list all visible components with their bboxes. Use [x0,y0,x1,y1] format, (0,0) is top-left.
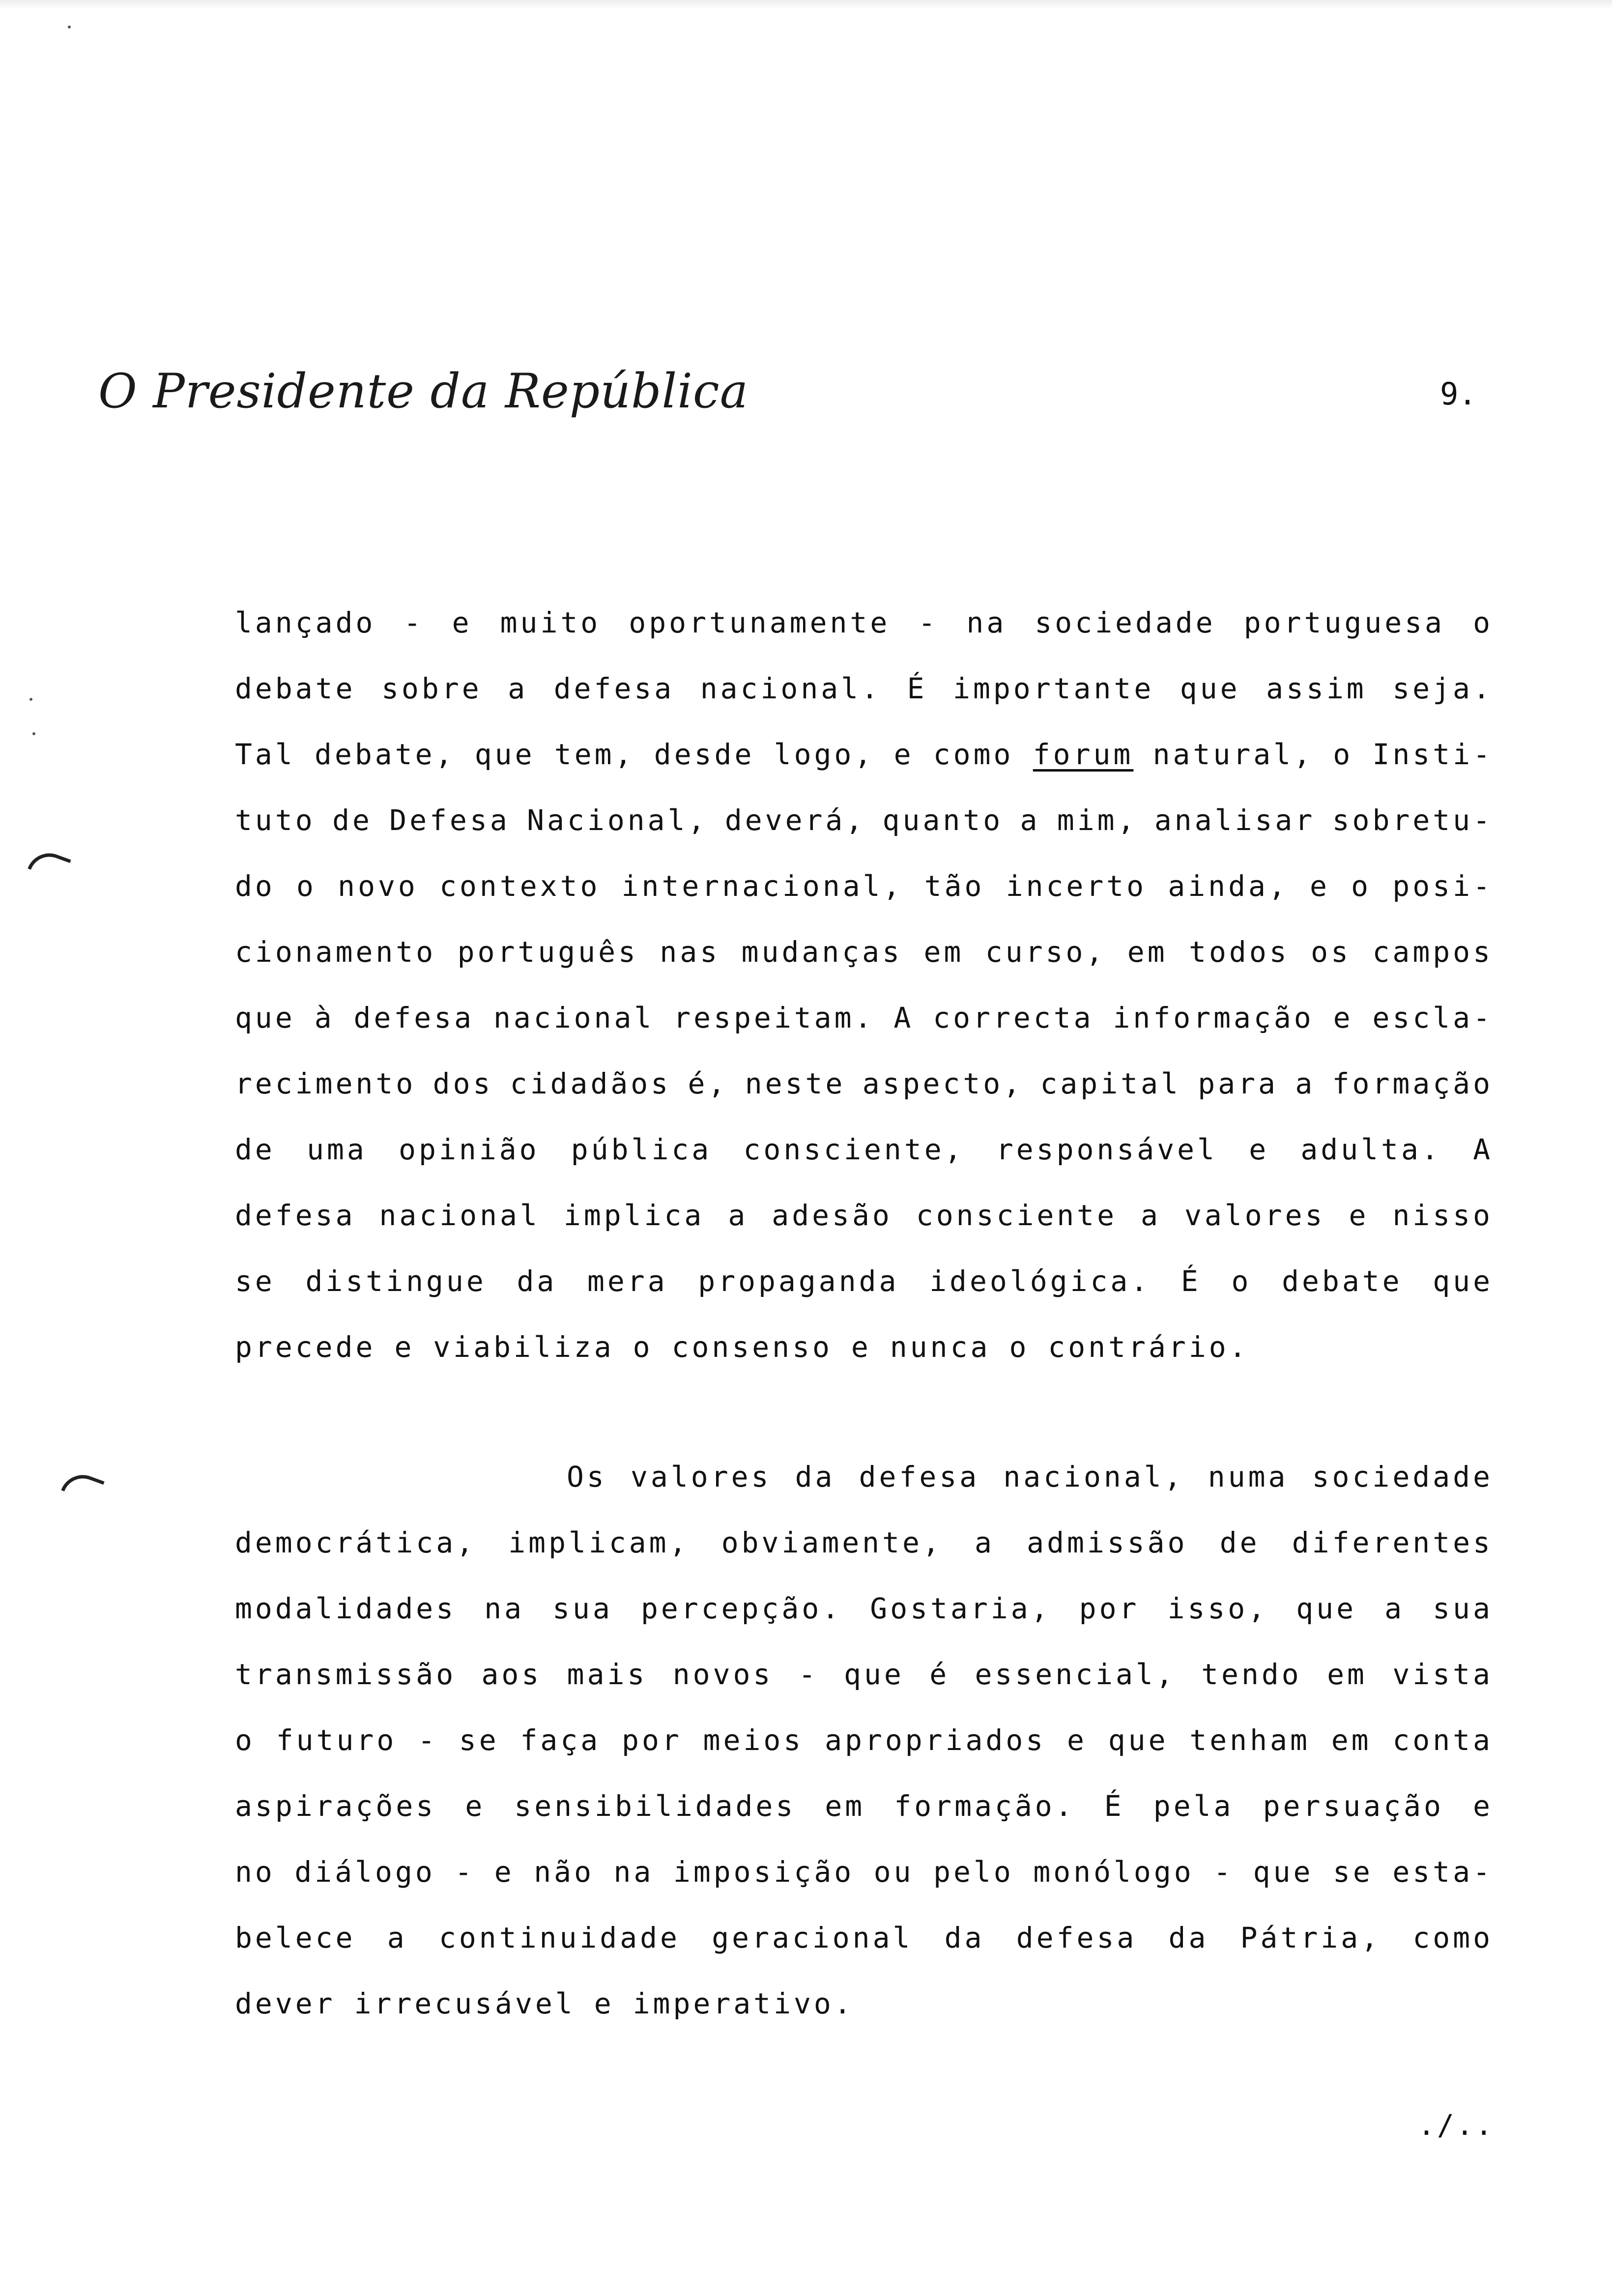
word: e [1249,1133,1269,1166]
word: valores [631,1460,772,1493]
word: e [1349,1199,1369,1232]
word: vista [1392,1658,1493,1691]
word: sociedade [1035,606,1216,639]
word: implicam, [508,1526,690,1559]
word: que [1180,672,1240,705]
word: debate, [315,738,456,771]
word: natural, [1152,738,1314,771]
word: portuguesa [1243,606,1445,639]
word: transmissão [235,1658,457,1691]
word: a [1141,1199,1161,1232]
word: lançado [235,606,376,639]
text-line [235,721,1493,787]
text-line [235,1576,1493,1641]
text-line [235,787,1493,853]
word: internacional, [621,869,903,903]
word: muito [500,606,601,639]
word: defesa [235,1199,356,1232]
word: nisso [1392,1199,1493,1232]
word: defesa [553,672,675,705]
word: defesa [859,1460,980,1493]
word: tendo [1201,1658,1302,1691]
word: consenso [671,1330,833,1364]
word: assim [1266,672,1367,705]
paragraph-1 [235,590,1493,1380]
word: responsável [996,1133,1217,1166]
scan-speck [32,732,35,735]
word: a [1384,1592,1405,1625]
word: implica [563,1199,705,1232]
word: aos [481,1658,542,1691]
word: ideológica. [929,1264,1151,1298]
word: da [1168,1921,1209,1954]
word: nas [660,935,720,969]
word: para [1198,1067,1278,1100]
text-line [235,853,1493,919]
word: propaganda [698,1264,899,1298]
word: como [933,738,1014,771]
word: o [1473,606,1493,639]
word: se [235,1264,275,1298]
word: é [929,1658,950,1691]
text-line [235,1773,1493,1839]
word: nacional, [1003,1460,1184,1493]
word: consciente [916,1199,1118,1232]
word: mudanças [741,935,903,969]
word: correcta [933,1001,1094,1034]
word: e [851,1330,871,1364]
word: mais [567,1658,648,1691]
word: e [394,1330,415,1364]
word: faça [520,1723,601,1757]
word: futuro [276,1723,397,1757]
word: dever [235,1987,336,2020]
word: na [484,1592,525,1625]
word: nacional [379,1199,540,1232]
word: no [235,1855,275,1889]
word: essencial, [975,1658,1176,1691]
text-line [235,1971,1493,2037]
text-line [235,656,1493,721]
word: e [893,738,914,771]
word: diálogo [294,1855,435,1889]
word: a [1020,804,1040,837]
margin-mark [28,847,71,882]
margin-mark [61,1468,104,1503]
word: apropriados [825,1723,1046,1757]
word: continuidade [438,1921,680,1954]
text-line [235,1117,1493,1182]
word: A [1473,1133,1493,1166]
word: que [474,738,535,771]
paragraph-2 [235,1444,1493,2037]
word: todos [1189,935,1290,969]
word: distingue [305,1264,487,1298]
word: campos [1372,935,1493,969]
word: cidadãos [510,1067,671,1100]
word: dos [432,1067,493,1100]
text-line [235,1839,1493,1905]
text-line [235,590,1493,656]
word: na [966,606,1007,639]
continuation-mark: ./.. [1418,2108,1495,2142]
text-line [235,1314,1493,1380]
word: o [633,1330,653,1364]
word: que [235,1001,295,1034]
word: belece [235,1921,356,1954]
word: democrática, [235,1526,477,1559]
word: tão [924,869,985,903]
word: tenham [1189,1723,1310,1757]
word: valores [1184,1199,1325,1232]
word: a [975,1526,995,1559]
word: esta- [1392,1855,1493,1889]
word: deverá, [724,804,866,837]
text-line [235,1905,1493,1971]
word: capital [1040,1067,1181,1100]
word: e [1473,1789,1493,1823]
word: adulta. [1300,1133,1441,1166]
word: a [387,1921,407,1954]
word: - [403,606,424,639]
word: que [1253,1855,1314,1889]
word: imposição [673,1855,855,1889]
word: defesa [353,1001,475,1034]
word: de [332,804,373,837]
word: debate [1282,1264,1403,1298]
word: e [1333,1001,1353,1034]
word: imperativo. [633,1987,854,2020]
word: contexto [439,869,601,903]
word: ou [873,1855,914,1889]
scan-edge [0,0,1612,9]
word: adesão [772,1199,892,1232]
word: português [457,935,638,969]
word: formação. [894,1789,1075,1823]
word: É [1180,1264,1201,1298]
word: obviamente, [721,1526,943,1559]
text-line [235,1051,1493,1117]
word: É [907,672,927,705]
word: - [455,1855,475,1889]
word: Os [567,1460,607,1493]
text-line [235,1182,1493,1248]
word: da [795,1460,835,1493]
word: pela [1153,1789,1234,1823]
text-line [235,1444,1493,1510]
text-line [235,1510,1493,1576]
word: Pátria, [1240,1921,1382,1954]
word: - [418,1723,438,1757]
word: Gostaria, [870,1592,1051,1625]
word: contrário. [1048,1330,1249,1364]
word: defesa [1016,1921,1137,1954]
word: mim, [1057,804,1138,837]
word: logo, [774,738,875,771]
word: mera [587,1264,668,1298]
word: que [1296,1592,1356,1625]
word: forum [1033,738,1134,771]
word: sua [1433,1592,1493,1625]
word: sensibilidades [514,1789,796,1823]
word: conta [1392,1723,1493,1757]
word: irrecusável [354,1987,576,2020]
word: incerto [1006,869,1147,903]
word: que [1433,1264,1493,1298]
word: informação [1113,1001,1314,1034]
text-line [235,985,1493,1051]
word: de [235,1133,275,1166]
word: sobretu- [1332,804,1493,837]
word: consciente, [743,1133,965,1166]
word: e [1067,1723,1087,1757]
word: o [1333,738,1353,771]
word: a [508,672,528,705]
word: em [1331,1723,1372,1757]
word: modalidades [235,1592,457,1625]
word: a [1295,1067,1316,1100]
word: o [1009,1330,1030,1364]
word: da [517,1264,557,1298]
word: posi- [1392,869,1493,903]
word: uma [307,1133,367,1166]
word: do [235,869,275,903]
word: diferentes [1292,1526,1493,1559]
word: recimento [235,1067,416,1100]
word: respeitam. [673,1001,875,1034]
word: sociedade [1312,1460,1493,1493]
word: neste [745,1067,846,1100]
page-number: 9. [1440,376,1477,412]
word: persuação [1263,1789,1444,1823]
letterhead: O Presidente da República [98,364,748,419]
text-line [235,1707,1493,1773]
text-line [235,1641,1493,1707]
word: à [314,1001,335,1034]
word: sobre [381,672,482,705]
word: pelo [933,1855,1014,1889]
text-line [235,1248,1493,1314]
text-line [235,919,1493,985]
word: desde [654,738,755,771]
word: seja. [1392,672,1493,705]
word: em [825,1789,865,1823]
word: que [1108,1723,1169,1757]
word: É [1104,1789,1124,1823]
word: analisar [1154,804,1316,837]
word: Tal [235,738,295,771]
word: opinião [399,1133,540,1166]
word: a [728,1199,748,1232]
word: é, [688,1067,728,1100]
word: Nacional, [527,804,708,837]
word: quanto [882,804,1004,837]
word: o [296,869,317,903]
word: se [1332,1855,1373,1889]
word: geracional [712,1921,913,1954]
word: aspecto, [862,1067,1024,1100]
word: meios [703,1723,804,1757]
word: numa [1208,1460,1289,1493]
word: importante [953,672,1154,705]
word: e [594,1987,614,2020]
word: em [1127,935,1168,969]
word: e [465,1789,486,1823]
word: e [452,606,472,639]
word: pública [571,1133,712,1166]
word: o [1231,1264,1252,1298]
word: o [1351,869,1372,903]
word: aspirações [235,1789,436,1823]
word: escla- [1372,1001,1493,1034]
word: na [613,1855,654,1889]
word: monólogo [1033,1855,1194,1889]
word: por [1079,1592,1140,1625]
word: curso, [985,935,1106,969]
word: sua [552,1592,613,1625]
word: de [1219,1526,1260,1559]
word: se [459,1723,499,1757]
word: Defesa [389,804,510,837]
word: por [622,1723,682,1757]
word: viabiliza [433,1330,614,1364]
word: precede [235,1330,376,1364]
word: em [923,935,964,969]
scan-speck [68,26,71,29]
word: da [944,1921,985,1954]
word: nacional. [700,672,882,705]
word: que [844,1658,904,1691]
word: - [918,606,939,639]
scan-speck [29,698,32,701]
word: admissão [1027,1526,1188,1559]
word: - [798,1658,819,1691]
word: os [1311,935,1352,969]
word: percepção. [641,1592,842,1625]
word: o [235,1723,255,1757]
word: oportunamente [629,606,891,639]
word: e [494,1855,515,1889]
word: A [893,1001,914,1034]
word: em [1327,1658,1367,1691]
word: isso, [1167,1592,1268,1625]
word: tem, [554,738,635,771]
word: novos [672,1658,774,1691]
word: - [1213,1855,1234,1889]
word: novo [338,869,418,903]
word: debate [235,672,356,705]
word: tuto [235,804,316,837]
word: e [1310,869,1330,903]
word: nunca [890,1330,991,1364]
word: formação [1332,1067,1493,1100]
word: como [1412,1921,1493,1954]
word: ainda, [1168,869,1289,903]
word: não [534,1855,595,1889]
word: nacional [493,1001,655,1034]
word: cionamento [235,935,436,969]
word: Insti- [1372,738,1493,771]
